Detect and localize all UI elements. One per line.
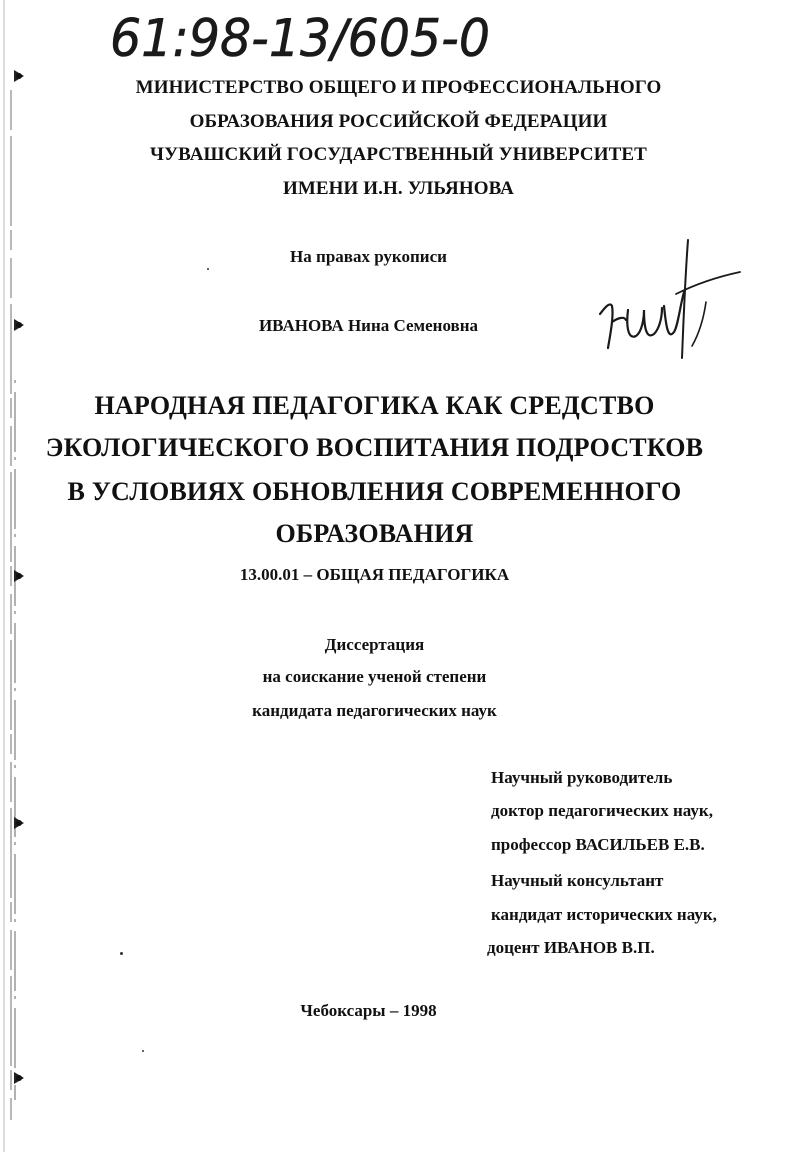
- author-signature: [592, 236, 742, 366]
- consultant-name: доцент ИВАНОВ В.П.: [487, 938, 655, 957]
- title-line-3: В УСЛОВИЯХ ОБНОВЛЕНИЯ СОВРЕМЕННОГО: [67, 477, 682, 506]
- ministry-line-2: ОБРАЗОВАНИЯ РОССИЙСКОЙ ФЕДЕРАЦИИ: [189, 111, 608, 132]
- scan-speck: [207, 268, 209, 270]
- scan-speck: [120, 952, 123, 955]
- consultant-label: Научный консультант: [491, 871, 664, 890]
- manuscript-rights-note: На правах рукописи: [290, 247, 447, 266]
- university-line-1: ЧУВАШСКИЙ ГОСУДАРСТВЕННЫЙ УНИВЕРСИТЕТ: [150, 144, 647, 165]
- title-line-1: НАРОДНАЯ ПЕДАГОГИКА КАК СРЕДСТВО: [94, 391, 655, 420]
- author-name: ИВАНОВА Нина Семеновна: [258, 316, 479, 335]
- supervisor-name: профессор ВАСИЛЬЕВ Е.В.: [491, 835, 705, 854]
- title-line-2: ЭКОЛОГИЧЕСКОГО ВОСПИТАНИЯ ПОДРОСТКОВ: [45, 433, 704, 462]
- title-line-4: ОБРАЗОВАНИЯ: [275, 519, 474, 548]
- ministry-line-1: МИНИСТЕРСТВО ОБЩЕГО И ПРОФЕССИОНАЛЬНОГО: [135, 77, 662, 98]
- dissertation-label: Диссертация: [324, 635, 425, 654]
- svg-text:61:98-13/605-0: 61:98-13/605-0: [110, 9, 490, 69]
- degree-line-1: на соискание ученой степени: [262, 667, 487, 686]
- specialty-code: 13.00.01 – ОБЩАЯ ПЕДАГОГИКА: [239, 565, 510, 584]
- consultant-degree: кандидат исторических наук,: [491, 905, 717, 924]
- supervisor-label: Научный руководитель: [491, 768, 673, 787]
- handwritten-archive-number: [100, 0, 520, 72]
- city-year: Чебоксары – 1998: [300, 1001, 437, 1020]
- degree-line-2: кандидата педагогических наук: [252, 701, 497, 720]
- university-line-2: ИМЕНИ И.Н. УЛЬЯНОВА: [282, 178, 515, 199]
- supervisor-degree: доктор педагогических наук,: [491, 801, 713, 820]
- scan-speck: [142, 1050, 144, 1052]
